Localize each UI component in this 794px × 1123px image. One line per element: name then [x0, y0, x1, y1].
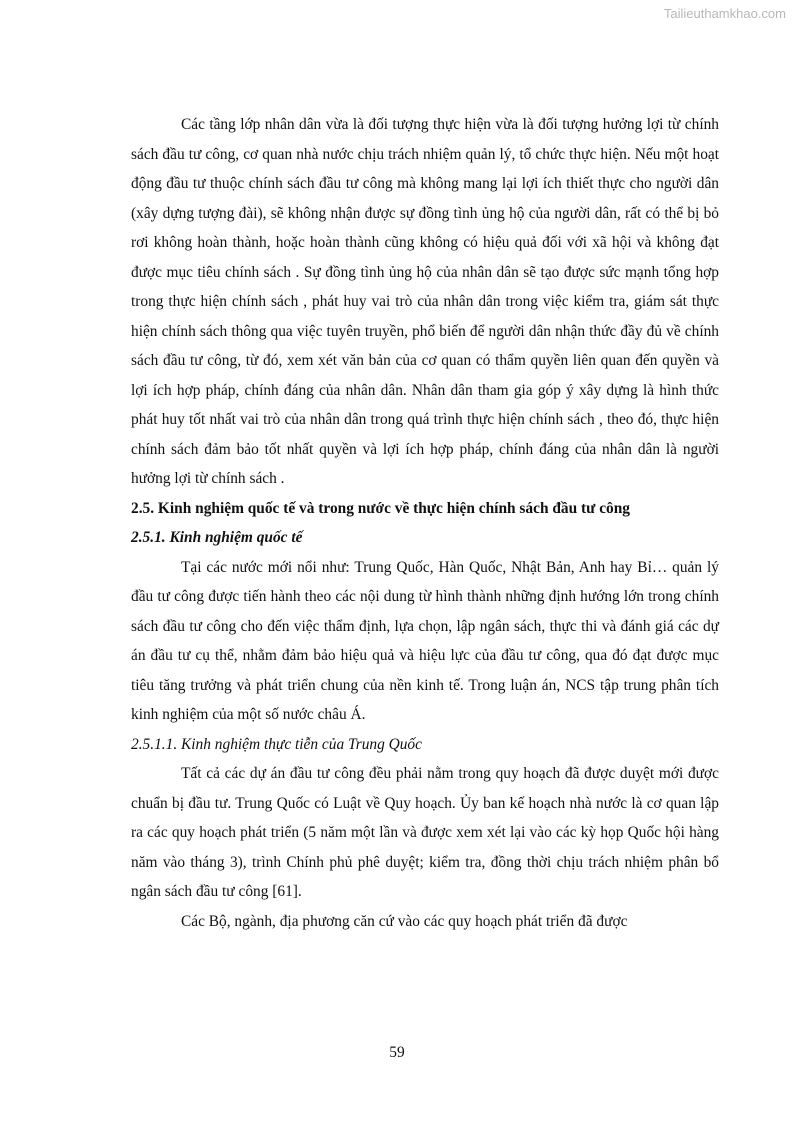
subsection-heading: 2.5.1. Kinh nghiệm quốc tế: [131, 529, 303, 546]
paragraph-citizens-role: Các tầng lớp nhân dân vừa là đối tượng thực hiện vừa là đối tượng hưởng lợi từ chính sách đầu tư công, cơ quan nhà nước chịu trách nhiệm quản lý, tổ chức thực hiện. Nếu một hoạt động đầu tư thuộc chính sách đầu tư công mà không mang lại lợi ích thiết thực cho người dân (xây dựng tượng đài), sẽ không nhận được sự đồng tình ủng hộ của người dân, rất có thể bị bỏ rơi không hoàn thành, hoặc hoàn thành cũng không có hiệu quả đối với xã hội và không đạt được mục tiêu chính sách . Sự đồng tình ủng hộ của nhân dân sẽ tạo được sức mạnh tổng hợp trong thực hiện chính sách , phát huy vai trò của nhân dân trong việc kiểm tra, giám sát thực hiện chính sách thông qua việc tuyên truyền, phổ biến để người dân nhận thức đầy đủ về chính sách đầu tư công, từ đó, xem xét văn bản của cơ quan có thẩm quyền liên quan đến quyền và lợi ích hợp pháp, chính đáng của nhân dân. Nhân dân tham gia góp ý xây dựng là hình thức phát huy tốt nhất vai trò của nhân dân trong quá trình thực hiện chính sách , theo đó, thực hiện chính sách đảm bảo tốt nhất quyền và lợi ích hợp pháp, chính đáng của nhân dân là người hưởng lợi từ chính sách .: [131, 116, 719, 487]
subsubsection-heading: 2.5.1.1. Kinh nghiệm thực tiễn của Trung Quốc: [131, 735, 422, 753]
paragraph-china-planning: Tất cả các dự án đầu tư công đều phải nằm trong quy hoạch đã được duyệt mới được chuẩn bị đầu tư. Trung Quốc có Luật về Quy hoạch. Ủy ban kế hoạch nhà nước là cơ quan lập ra các quy hoạch phát triển (5 năm một lần và được xem xét lại vào các kỳ họp Quốc hội hàng năm vào tháng 3), trình Chính phủ phê duyệt; kiểm tra, đồng thời chịu trách nhiệm phân bổ ngân sách đầu tư công [61].: [131, 765, 719, 900]
paragraph-international-experience: Tại các nước mới nổi như: Trung Quốc, Hàn Quốc, Nhật Bản, Anh hay Bỉ… quản lý đầu tư công được tiến hành theo các nội dung từ hình thành những định hướng lớn trong chính sách đầu tư công cho đến việc thẩm định, lựa chọn, lập ngân sách, thực thi và đánh giá các dự án đầu tư cụ thể, nhằm đảm bảo hiệu quả và hiệu lực của đầu tư công, qua đó đạt được mục tiêu tăng trưởng và phát triển chung của nền kinh tế. Trong luận án, NCS tập trung phân tích kinh nghiệm của một số nước châu Á.: [131, 558, 719, 723]
section-heading: 2.5. Kinh nghiệm quốc tế và trong nước về thực hiện chính sách đầu tư công: [131, 499, 631, 517]
paragraph-ministries: Các Bộ, ngành, địa phương căn cứ vào các quy hoạch phát triển đã được: [181, 912, 628, 930]
page-number: 59: [389, 1044, 405, 1061]
watermark: Tailieuthamkhao.com: [663, 6, 786, 21]
page-content: [131, 110, 719, 936]
